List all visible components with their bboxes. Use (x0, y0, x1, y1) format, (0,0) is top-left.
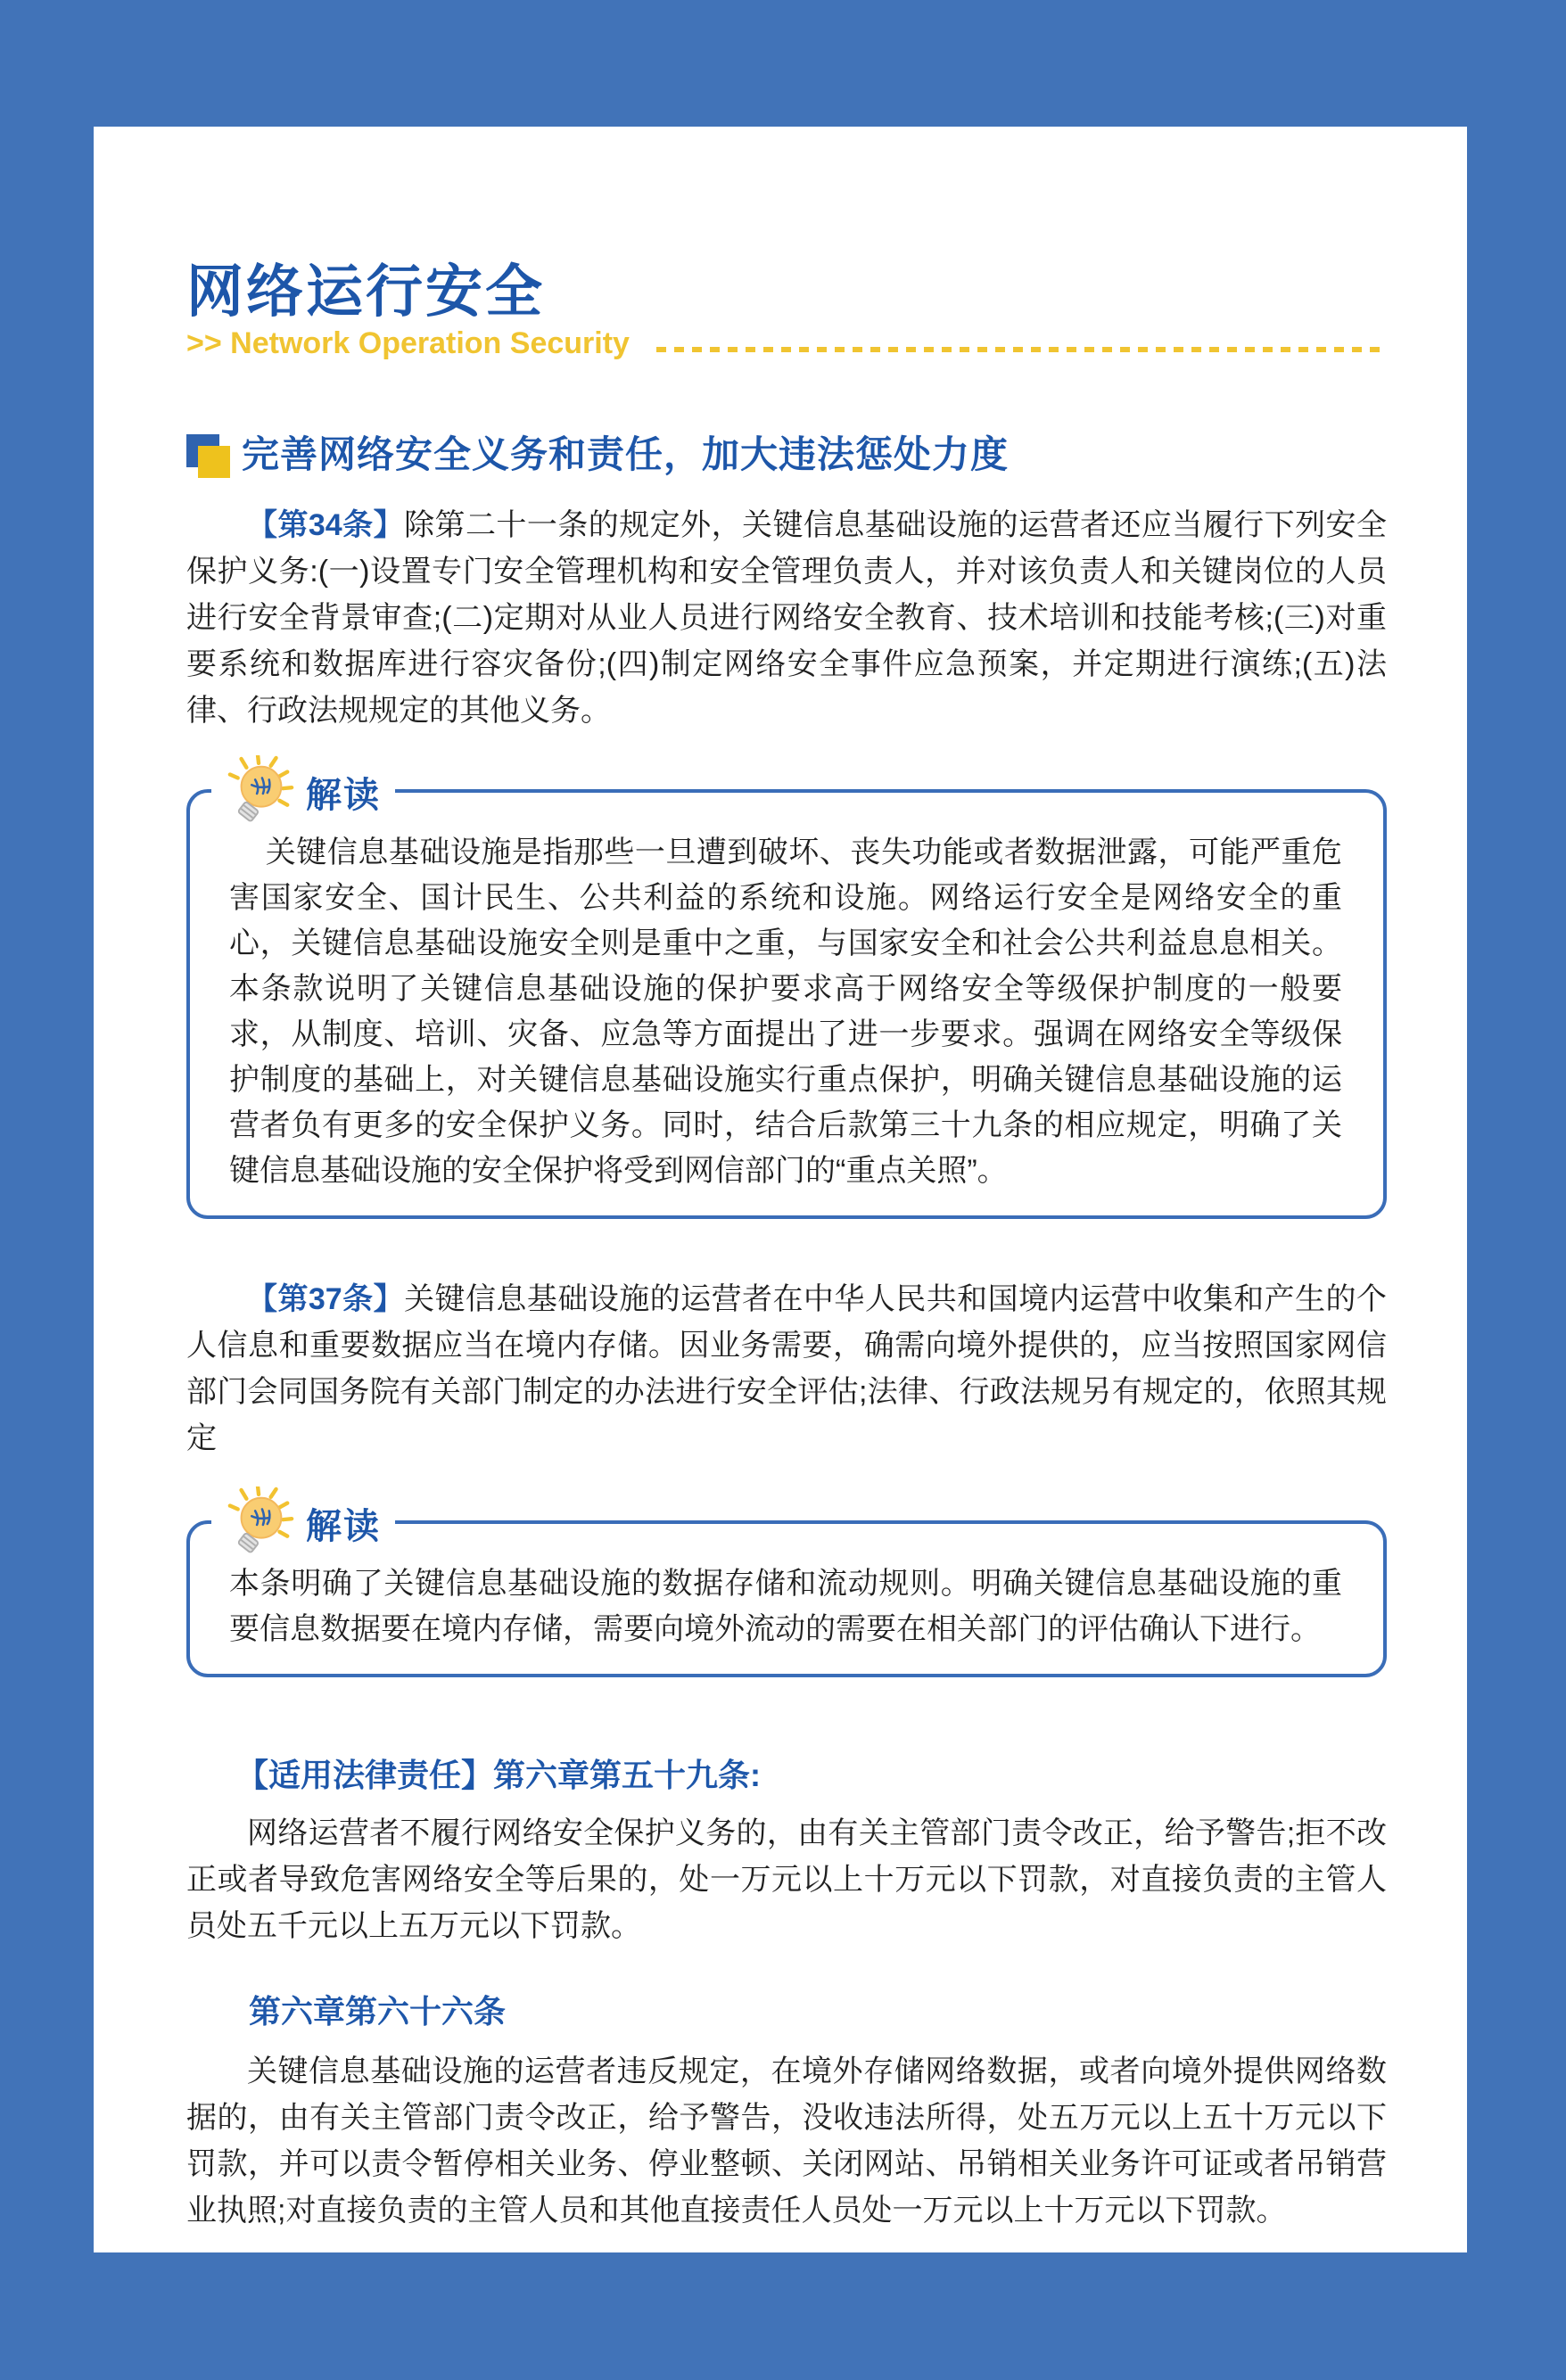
interpretation-1-text: 关键信息基础设施是指那些一旦遭到破坏、丧失功能或者数据泄露，可能严重危害国家安全、国计民生、公共利益的系统和设施。网络运行安全是网络安全的重心，关键信息基础设施安全则是重中之重，与国家安全和社会公共利益息息相关。本条款说明了关键信息基础设施的保护要求高于网络安全等级保护制度的一般要求，从制度、培训、灾备、应急等方面提出了进一步要求。强调在网络安全等级保护制度的基础上，对关键信息基础设施实行重点保护，明确关键信息基础设施的运营者负有更多的安全保护义务。同时，结合后款第三十九条的相应规定，明确了关键信息基础设施的安全保护将受到网信部门的“重点关照”。 (229, 835, 1342, 1188)
page-subtitle-en: >> Network Operation Security (186, 326, 630, 361)
article-37-label: 【第37条】 (247, 1281, 405, 1316)
legal-heading-article-59: 【适用法律责任】第六章第五十九条: (236, 1756, 761, 1793)
article-66-paragraph: 关键信息基础设施的运营者违反规定，在境外存储网络数据，或者向境外提供网络数据的，由有关主管部门责令改正，给予警告，没收违法所得，处五万元以上五十万元以下罚款，并可以责令暂停相关业务、停业整顿、关闭网站、吊销相关业务许可证或者吊销营业执照;对直接负责的主管人员和其他直接责任人员处一万元以上十万元以下罚款。 (186, 2054, 1387, 2228)
interpretation-title: 解读 (306, 1507, 381, 1547)
section-heading-row (186, 432, 1387, 481)
article-34-paragraph (186, 502, 1387, 734)
lightbulb-icon (226, 1486, 295, 1561)
article-59-paragraph: 网络运营者不履行网络安全保护义务的，由有关主管部门责令改正，给予警告;拒不改正或者导致危害网络安全等后果的，处一万元以上十万元以下罚款，对直接负责的主管人员处五千元以上五万元以下罚款。 (186, 1816, 1387, 1943)
article-34-text: 除第二十一条的规定外，关键信息基础设施的运营者还应当履行下列安全保护义务:(一)设置专门安全管理机构和安全管理负责人，并对该负责人和关键岗位的人员进行安全背景审查;(二)定期对从业人员进行网络安全教育、技术培训和技能考核;(三)对重要系统和数据库进行容灾备份;(四)制定网络安全事件应急预案，并定期进行演练;(五)法律、行政法规规定的其他义务。 (186, 507, 1388, 728)
legal-heading-article-66: 第六章第六十六条 (249, 1992, 507, 2030)
banner-subtitle-row (186, 327, 1387, 360)
interpretation-title: 解读 (306, 776, 381, 816)
article-37-text: 关键信息基础设施的运营者在中华人民共和国境内运营中收集和产生的个人信息和重要数据应当在境内存储。因业务需要，确需向境外提供的，应当按照国家网信部门会同国务院有关部门制定的办法进行安全评估;法律、行政法规另有规定的，依照其规定 (186, 1281, 1388, 1455)
interpretation-box-1 (186, 776, 1387, 1219)
page-title: 网络运行安全 (186, 259, 545, 324)
article-37-paragraph (186, 1276, 1387, 1462)
interpretation-2-text: 本条明确了关键信息基础设施的数据存储和流动规则。明确关键信息基础设施的重要信息数据要在境内存储，需要向境外流动的需要在相关部门的评估确认下进行。 (229, 1566, 1342, 1646)
article-34-label: 【第34条】 (247, 507, 405, 542)
document-content (94, 259, 1467, 2234)
interpretation-box-2 (186, 1507, 1387, 1677)
document-sheet (94, 127, 1467, 2252)
bullet-square-yellow (198, 446, 230, 478)
dashed-divider (656, 347, 1383, 352)
overlapping-squares-icon (186, 434, 233, 481)
interpretation-label-2 (211, 1490, 395, 1558)
lightbulb-icon (226, 755, 295, 830)
interpretation-label-1 (211, 759, 395, 827)
section-heading: 完善网络安全义务和责任，加大违法惩处力度 (242, 432, 1010, 475)
